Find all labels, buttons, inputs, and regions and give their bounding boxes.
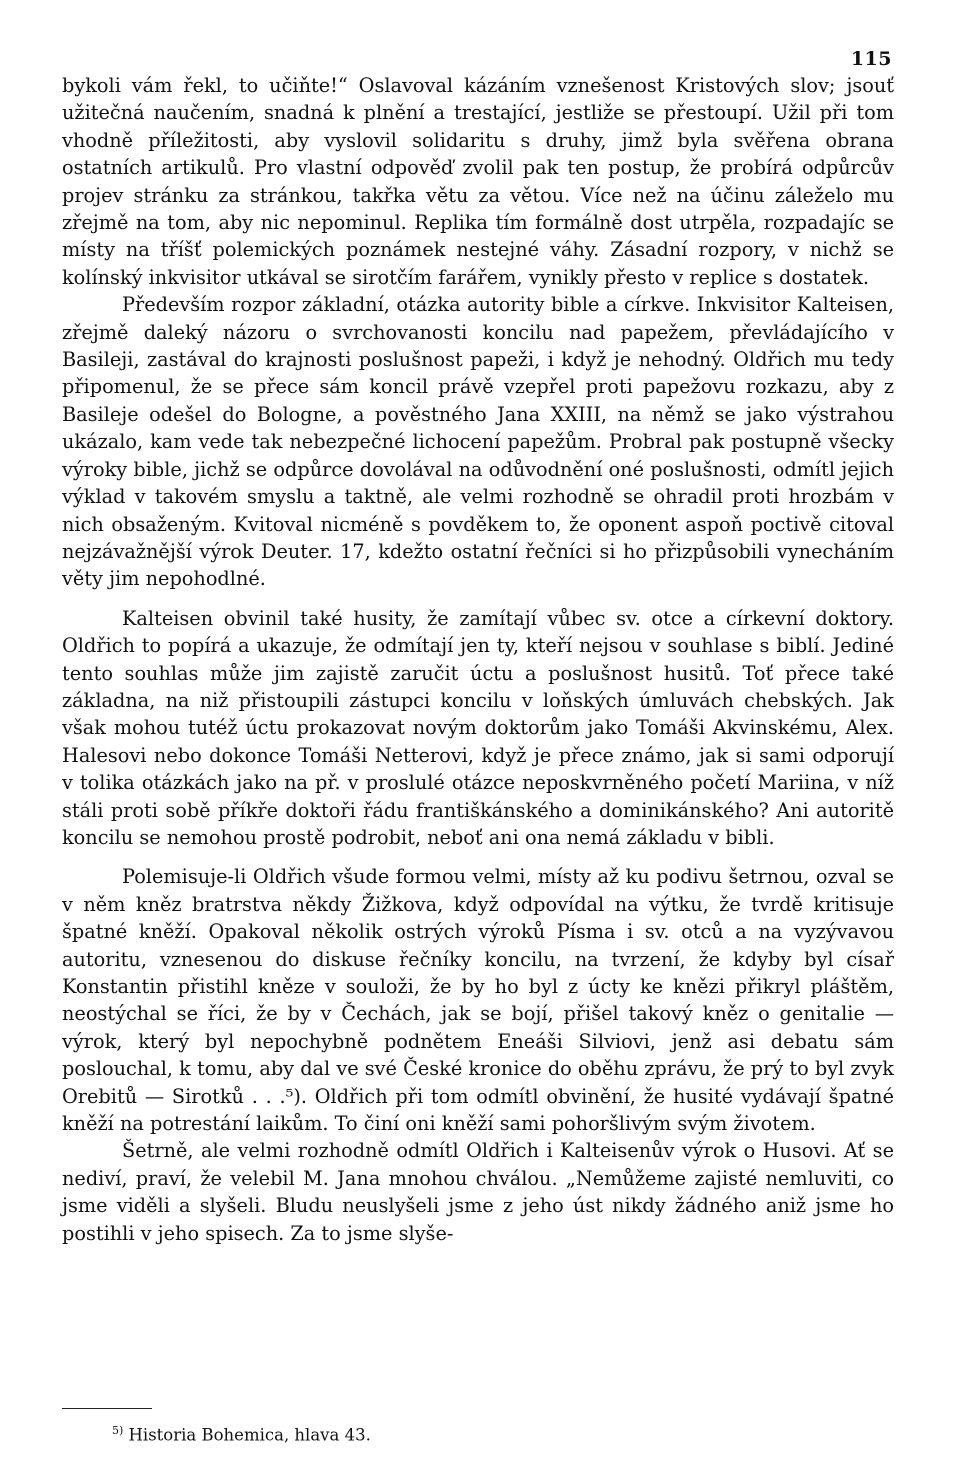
- paragraph-3: Kalteisen obvinil také husity, že zamítají vůbec sv. otce a církevní doktory. Oldřich to popírá a ukazuje, že odmítají jen ty, kteří nejsou v souhlase s biblí. Jediné tento souhlas může jim zajistě zaručit úctu a poslušnost husitů. Toť přece také základna, na niž přistoupili zástupci koncilu v loňských úmluvách chebských. Jak však mohou tutéž úctu prokazovat novým doktorům jako Tomáši Akvinskému, Alex. Halesovi nebo dokonce Tomáši Netterovi, když je přece známo, jak si sami odporují v tolika otázkách jako na př. v proslulé otázce neposkvrněného početí Mariina, v níž stáli proti sobě příkře doktoři řádu františkánského a dominikánského? Ani autoritě koncilu se nemohou prostě podrobit, neboť ani ona nemá základu v bibli.: [62, 606, 894, 849]
- footnote-marker: 5): [112, 1424, 124, 1437]
- paragraph-5: Šetrně, ale velmi rozhodně odmítl Oldřich i Kalteisenův výrok o Husovi. Ať se nediví, praví, že velebil M. Jana mnohou chválou. „Nemůžeme zajisté nemluviti, co jsme viděli a slyšeli. Bludu neuslyšeli jsme z jeho úst nikdy žádného aniž jsme ho postihli v jeho spisech. Za to jsme slyše-: [62, 1139, 894, 1245]
- page-number: 115: [850, 48, 892, 70]
- footnote-divider: [62, 1408, 152, 1409]
- paragraph-4: Polemisuje-li Oldřich všude formou velmi, místy až ku podivu šetrnou, ozval se v něm kněz bratrstva někdy Žižkova, když odpovídal na výtku, že tvrdě kritisuje špatné kněží. Opakoval několik ostrých výroků Písma i sv. otců a na vyzývavou autoritu, vznesenou do diskuse řečníky koncilu, na tvrzení, že kdyby byl císař Konstantin přistihl kněze v souloži, že by ho byl z úcty ke knězi přikryl pláštěm, neostýchal se říci, že by v Čechách, jak se bojí, přišel takový kněz o genitalie — výrok, který byl nepochybně podnětem Eneáši Silviovi, jenž asi debatu sám poslouchal, k tomu, aby dal ve své České kronice do oběhu zprávu, že prý to byl zvyk Orebitů — Sirotků . . .⁵). Oldřich při tom odmítl obvinění, že husité vydávají špatné kněží na potrestání laikům. To činí oni kněží sami pohoršlivým svým životem.: [62, 865, 894, 1136]
- paragraph-2: Především rozpor základní, otázka autority bible a církve. Inkvisitor Kalteisen, zřejmě daleký názoru o svrchovanosti koncilu nad papežem, převládajícího v Basileji, zastával do krajnosti poslušnost papeži, i když je nehodný. Oldřich mu tedy připomenul, že se přece sám koncil právě vzepřel proti papežovu rozkazu, aby z Basileje odešel do Bologne, a pověstného Jana XXIII, na němž se jako výstrahou ukázalo, kam vede tak nebezpečné lichocení papežům. Probral pak postupně všecky výroky bible, jichž se odpůrce dovolával na odůvodnění oné poslušnosti, odmítl jejich výklad v takovém smyslu a taktně, ale velmi rozhodně se ohradil proti hrozbám v nich obsaženým. Kvitoval nicméně s povděkem to, že oponent aspoň poctivě citoval nejzávažnější výrok Deuter. 17, kdežto ostatní řečníci si ho přizpůsobili vynecháním věty jim nepohodlné.: [62, 293, 894, 591]
- footnote-text: Historia Bohemica, hlava 43.: [128, 1425, 371, 1445]
- body-text: [62, 72, 894, 1247]
- paragraph-1: bykoli vám řekl, to učiňte!“ Oslavoval kázáním vznešenost Kristových slov; jsouť užitečná naučením, snadná k plnění a trestající, jestliže se přestoupí. Užil při tom vhodně příležitosti, aby vyslovil solidaritu s druhy, jimž byla svěřena obrana ostatních artikulů. Pro vlastní odpověď zvolil pak ten postup, že probírá odpůrcův projev stránku za stránkou, takřka větu za větou. Více než na účinu záleželo mu zřejmě na tom, aby nic nepominul. Replika tím formálně dost utrpěla, rozpadajíc se místy na tříšť polemických poznámek nestejné váhy. Zásadní rozpory, v nichž se kolínský inkvisitor utkával se sirotčím farářem, vynikly přesto v replice s dostatek.: [62, 74, 894, 289]
- footnote: [112, 1420, 371, 1447]
